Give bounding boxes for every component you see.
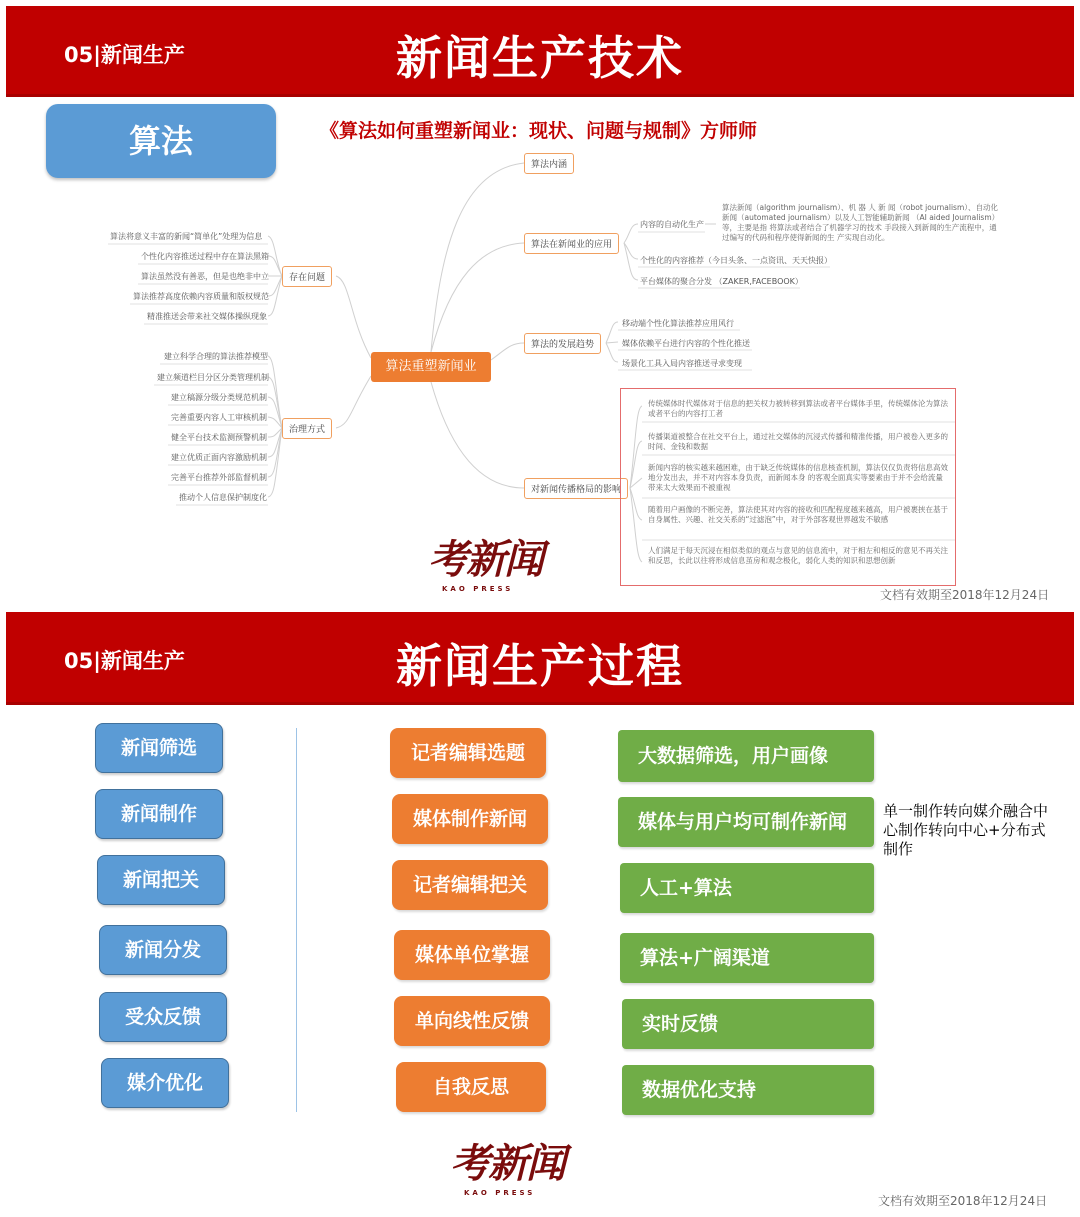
node-governance: 治理方式 xyxy=(282,418,332,439)
step-media-optimization: 媒介优化 xyxy=(101,1058,229,1108)
application-sub-personal: 个性化的内容推荐（今日头条、一点资讯、天天快报） xyxy=(640,256,832,265)
impact-item: 传统媒体时代媒体对于信息的把关权力被转移到算法或者平台媒体手里，传统媒体沦为算法或者平台的内容打工者 xyxy=(648,399,948,418)
section-label: 05|新闻生产 xyxy=(64,649,185,673)
validity-footer: 文档有效期至2018年12月24日 xyxy=(880,588,1050,602)
governance-item: 建立频道栏目分区分类管理机制 xyxy=(157,373,269,382)
algorithm-era-step: 大数据筛选，用户画像 xyxy=(618,730,874,782)
traditional-step: 单向线性反馈 xyxy=(394,996,550,1046)
algorithm-era-step: 实时反馈 xyxy=(622,999,874,1049)
problem-item: 个性化内容推送过程中存在算法黑箱 xyxy=(141,252,269,261)
node-algorithm-application: 算法在新闻业的应用 xyxy=(524,233,619,254)
step-news-distribution: 新闻分发 xyxy=(99,925,227,975)
impact-item: 传播渠道被整合在社交平台上，通过社交媒体的沉浸式传播和精准传播，用户被卷入更多的时间、金钱和数据 xyxy=(648,432,948,451)
column-divider xyxy=(296,728,297,1112)
algorithm-era-step: 媒体与用户均可制作新闻 xyxy=(618,797,874,847)
governance-item: 完善重要内容人工审核机制 xyxy=(171,413,267,422)
governance-item: 建立科学合理的算法推荐模型 xyxy=(164,352,268,361)
step-news-screening: 新闻筛选 xyxy=(95,723,223,773)
step-news-gatekeeping: 新闻把关 xyxy=(97,855,225,905)
logo-subtext: KAO PRESS xyxy=(464,1189,536,1197)
impact-item: 人们满足于每天沉浸在相似类似的观点与意见的信息流中，对于相左和相反的意见不再关注和反思，长此以往将形成信息茧房和观念极化，弱化人类的知识和思想创新 xyxy=(648,546,948,565)
node-algorithm-connotation: 算法内涵 xyxy=(524,153,574,174)
section-label: 05|新闻生产 xyxy=(64,43,185,67)
trend-item: 媒体依赖平台进行内容的个性化推送 xyxy=(622,339,750,348)
title-banner xyxy=(6,612,1074,705)
slide-title: 新闻生产技术 xyxy=(396,31,684,85)
governance-item: 建立稿源分级分类规范机制 xyxy=(171,393,267,402)
application-sub-auto: 内容的自动化生产 xyxy=(640,220,704,229)
algorithm-label: 算法 xyxy=(46,104,276,178)
problem-item: 算法推荐高度依赖内容质量和版权规范 xyxy=(133,292,269,301)
application-sub-platform: 平台媒体的聚合分发 （ZAKER,FACEBOOK） xyxy=(640,277,803,286)
impact-item: 随着用户画像的不断完善，算法使其对内容的接收和匹配程度越来越高，用户被裹挟在基于自身属性、兴趣、社交关系的“过滤泡”中，对于外部客观世界越发不敏感 xyxy=(648,505,948,524)
validity-footer: 文档有效期至2018年12月24日 xyxy=(878,1194,1048,1208)
slide-title: 新闻生产过程 xyxy=(396,639,684,693)
application-auto-text: 算法新闻（algorithm journalism）、机 器 人 新 闻（robot journalism）、自动化新闻（automated journalism）以及人工智能辅助新闻 （AI aided Journalism）等，主要是指 将算法或者结合了机器学习的技术 手段接入到新闻的生产流程中，通 过编写的代码和程序使得新闻的生 产实现自动化。 xyxy=(722,203,1000,242)
kao-press-logo xyxy=(450,1132,564,1197)
logo-subtext: KAO PRESS xyxy=(442,585,514,593)
impact-item: 新闻内容的核实越来越困难，由于缺乏传统媒体的信息核查机制，算法仅仅负责将信息高效地分发出去，并不对内容本身负责，而新闻本身 的客观全面真实等要素由于并不会给流量带来太大效果而不被重视 xyxy=(648,463,948,492)
node-impact: 对新闻传播格局的影响 xyxy=(524,478,628,499)
traditional-step: 记者编辑选题 xyxy=(390,728,546,778)
algorithm-era-step: 人工+算法 xyxy=(620,863,874,913)
algorithm-era-step: 数据优化支持 xyxy=(622,1065,874,1115)
governance-item: 健全平台技术监测预警机制 xyxy=(171,433,267,442)
slide-news-production-technology xyxy=(0,0,1080,606)
trend-item: 移动端个性化算法推荐应用风行 xyxy=(622,319,734,328)
step-news-production: 新闻制作 xyxy=(95,789,223,839)
governance-item: 建立优质正面内容激励机制 xyxy=(171,453,267,462)
traditional-step: 记者编辑把关 xyxy=(392,860,548,910)
mindmap-center-node: 算法重塑新闻业 xyxy=(371,352,491,382)
problem-item: 算法将意义丰富的新闻“简单化”处理为信息 xyxy=(110,232,263,241)
node-existing-problems: 存在问题 xyxy=(282,266,332,287)
algorithm-era-step: 算法+广阔渠道 xyxy=(620,933,874,983)
kao-press-logo xyxy=(428,528,542,593)
traditional-step: 媒体单位掌握 xyxy=(394,930,550,980)
logo-text: 考新闻 xyxy=(450,1140,564,1187)
trend-item: 场景化工具入局内容推送寻求变现 xyxy=(622,359,742,368)
governance-item: 推动个人信息保护制度化 xyxy=(179,493,267,502)
problem-item: 精准推送会带来社交媒体操纵现象 xyxy=(147,312,267,321)
traditional-step: 自我反思 xyxy=(396,1062,546,1112)
logo-text: 考新闻 xyxy=(428,536,542,583)
book-reference: 《算法如何重塑新闻业：现状、问题与规制》方师师 xyxy=(320,120,758,142)
slide-news-production-process xyxy=(0,608,1080,1217)
node-algorithm-trend: 算法的发展趋势 xyxy=(524,333,601,354)
problem-item: 算法虽然没有善恶，但是也绝非中立 xyxy=(141,272,269,281)
step-audience-feedback: 受众反馈 xyxy=(99,992,227,1042)
governance-item: 完善平台推荐外部监督机制 xyxy=(171,473,267,482)
production-shift-note: 单一制作转向媒介融合中心制作转向中心+分布式制作 xyxy=(883,802,1049,858)
traditional-step: 媒体制作新闻 xyxy=(392,794,548,844)
